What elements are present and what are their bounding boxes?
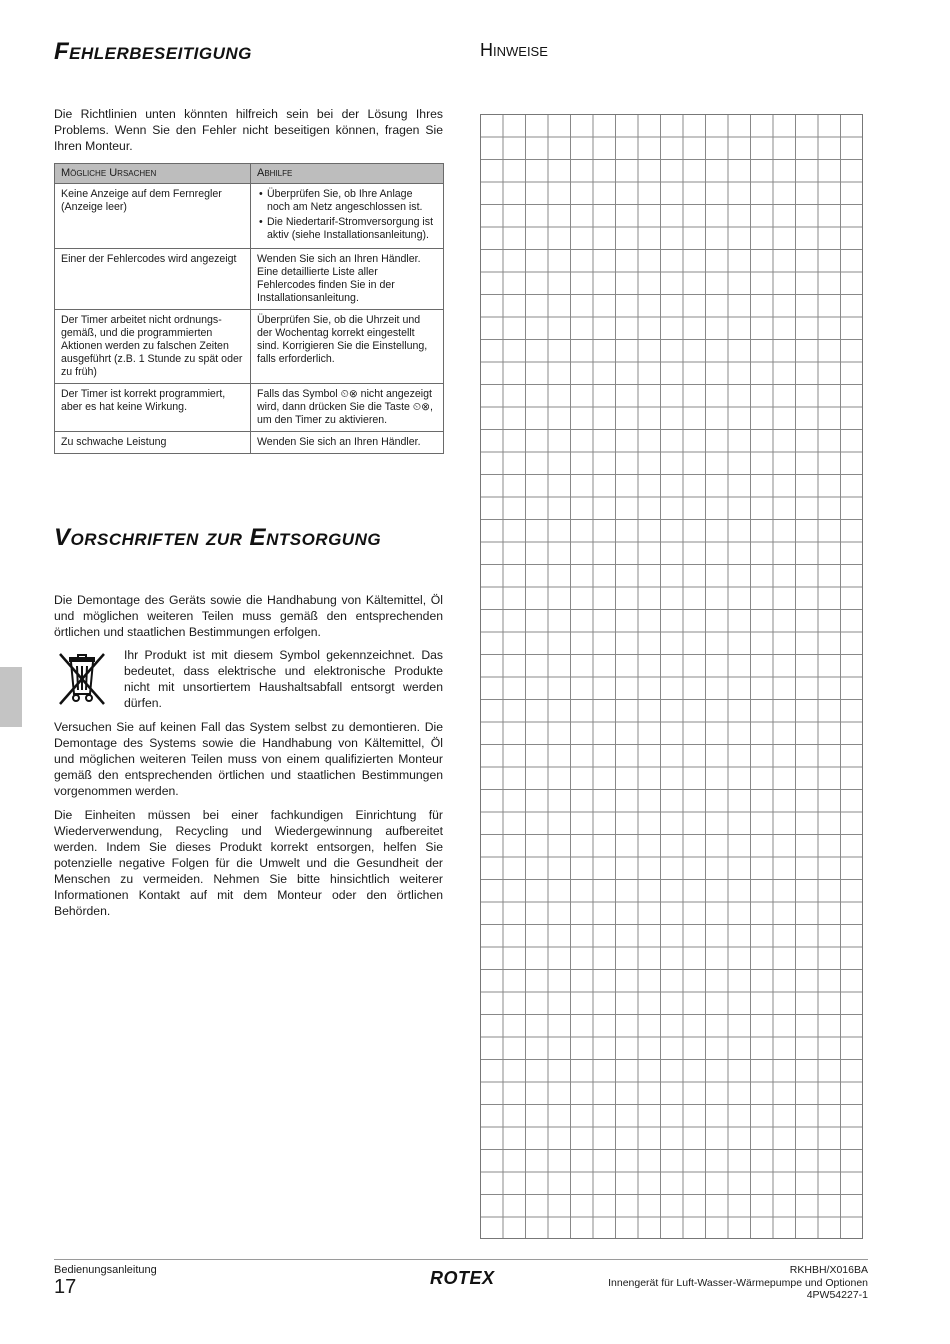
- title-hinweise: Hinweise: [480, 40, 548, 60]
- title-entsorgung: Vorschriften zur Entsorgung: [54, 524, 382, 551]
- footer-part-number: 4PW54227-1: [806, 1289, 868, 1301]
- intro-text: Die Richtlinien unten könnten hilfreich sein bei der Lösung Ihres Problems. Wenn Sie den Fehler nicht beseitigen können, fragen Sie Ihren Monteur.: [54, 107, 443, 153]
- column-header-causes: Mögliche Ursachen: [55, 164, 251, 184]
- table-header-row: [55, 164, 444, 184]
- notes-grid: [480, 114, 863, 1239]
- remedy-cell: Wenden Sie sich an Ihren Händler. Eine detaillierte Liste aller Fehlercodes finden Sie in der Installationsanleitung.: [251, 249, 444, 310]
- side-chapter-tab: [0, 667, 22, 727]
- footer-divider: [54, 1259, 868, 1260]
- footer-doc-code: RKHBH/X016BA: [789, 1264, 868, 1276]
- cause-cell: Zu schwache Leistung: [55, 432, 251, 454]
- table-row: [55, 184, 444, 249]
- table-row: [55, 249, 444, 310]
- table-row: [55, 432, 444, 454]
- remedy-cell: Falls das Symbol ⏲⊗ nicht angezeigt wird, dann drücken Sie die Taste ⏲⊗, um den Timer zu aktivieren.: [251, 384, 444, 432]
- troubleshooting-table: [54, 163, 444, 454]
- entsorgung-paragraph-3: Die Einheiten müssen bei einer fachkundigen Einrichtung für Wiederverwendung, Recycling und Wiedergewinnung aufbereitet werden. Indem Sie dieses Produkt korrekt entsorgen, helfen Sie potenzielle negative Folgen für die Umwelt und die Gesundheit der Menschen zu vermeiden. Nehmen Sie bitte hinsichtlich weiterer Informationen Kontakt auf mit dem Monteur oder den örtlichen Behörden.: [54, 808, 443, 918]
- remedy-cell: Überprüfen Sie, ob die Uhrzeit und der Wochentag korrekt eingestellt sind. Korrigieren Sie die Einstellung, falls erforderlich.: [251, 310, 444, 384]
- footer-doc-info: [608, 1264, 868, 1302]
- cause-cell: Der Timer ist korrekt programmiert, aber es hat keine Wirkung.: [55, 384, 251, 432]
- remedy-cell: [251, 184, 444, 249]
- entsorgung-symbol-text: Ihr Produkt ist mit diesem Symbol gekennzeichnet. Das bedeutet, dass elektrische und elektronische Produkte nicht mit unsortiertem Haushaltsabfall entsorgt werden dürfen.: [124, 648, 443, 710]
- cause-cell: Der Timer arbeitet nicht ordnungs-gemäß, und die programmierten Aktionen werden zu falschen Zeiten ausgeführt (z.B. 1 Stunde zu spät oder zu früh): [55, 310, 251, 384]
- entsorgung-paragraph-1: Die Demontage des Geräts sowie die Handhabung von Kältemittel, Öl und möglichen weiteren Teilen muss gemäß den entsprechenden örtlichen und staatlichen Bestimmungen erfolgen.: [54, 593, 443, 639]
- footer-doc-type: Bedienungsanleitung: [54, 1264, 157, 1276]
- list-item: • Überprüfen Sie, ob Ihre Anlage noch am Netz angeschlossen ist.: [257, 188, 437, 214]
- crossed-out-wheelie-bin-icon: [54, 650, 110, 708]
- column-header-remedy: Abhilfe: [251, 164, 444, 184]
- title-fehlerbeseitigung: Fehlerbeseitigung: [54, 38, 252, 65]
- remedy-cell: Wenden Sie sich an Ihren Händler.: [251, 432, 444, 454]
- table-row: [55, 384, 444, 432]
- footer-page-number: 17: [54, 1276, 77, 1298]
- cause-cell: Einer der Fehlercodes wird angezeigt: [55, 249, 251, 310]
- table-row: [55, 310, 444, 384]
- list-item: • Die Niedertarif-Stromversorgung ist aktiv (siehe Installationsanleitung).: [257, 216, 437, 242]
- cause-cell: Keine Anzeige auf dem Fernregler (Anzeige leer): [55, 184, 251, 249]
- footer-product: Innengerät für Luft-Wasser-Wärmepumpe und Optionen: [608, 1276, 868, 1289]
- entsorgung-paragraph-2: Versuchen Sie auf keinen Fall das System selbst zu demontieren. Die Demontage des Systems sowie die Handhabung von Kältemittel, Öl und möglichen weiteren Teilen muss von einem qualifizierten Monteur gemäß den entsprechenden örtlichen und staatlichen Bestimmungen vorgenommen werden.: [54, 720, 443, 798]
- rotex-logo: ROTEX: [430, 1268, 495, 1288]
- remedy-list: [257, 188, 437, 242]
